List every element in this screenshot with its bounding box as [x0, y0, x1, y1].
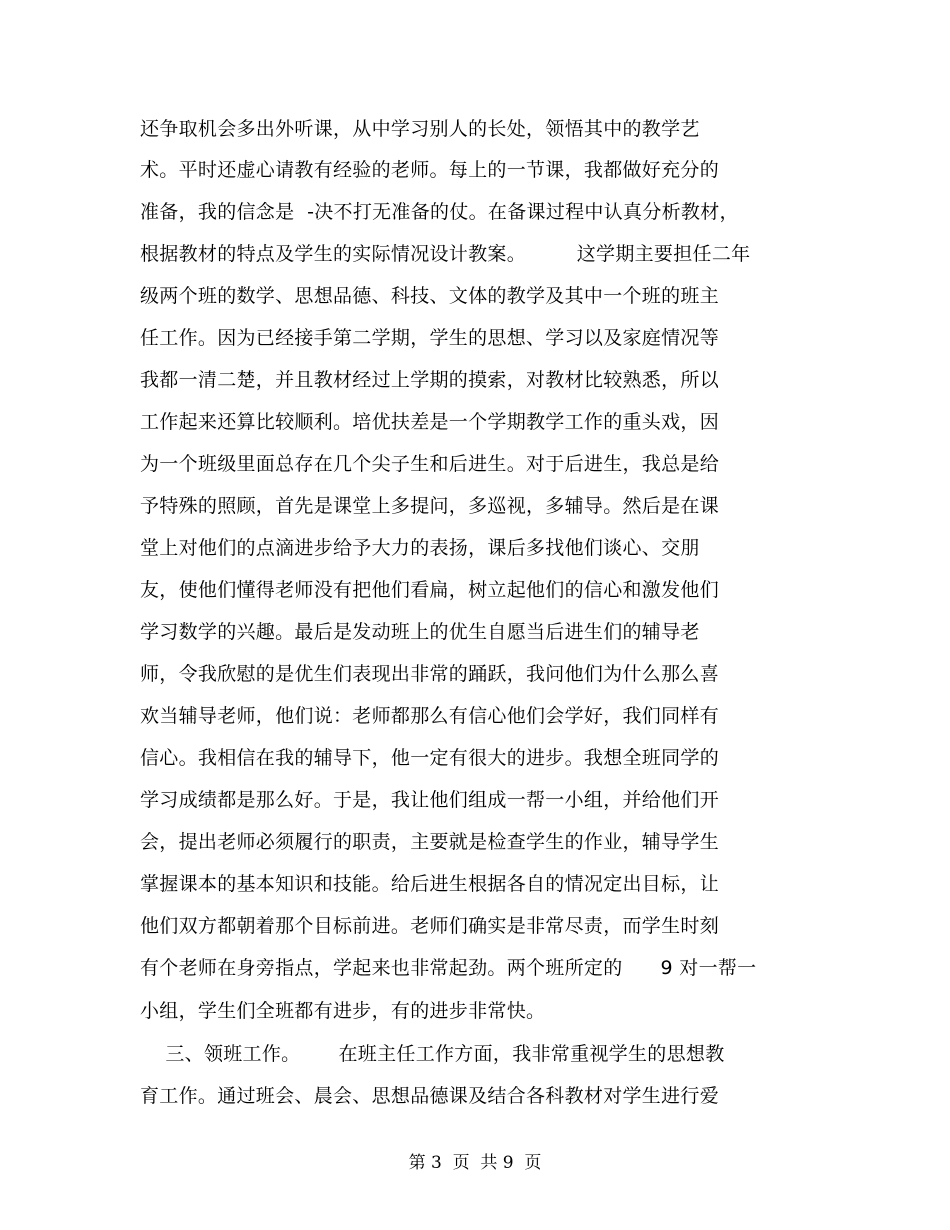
text-line: 根据教材的特点及学生的实际情况设计教案。 这学期主要担任二年: [140, 243, 751, 265]
text-line: 术。平时还虚心请教有经验的老师。每上的一节课，我都做好充分的: [140, 159, 720, 181]
text-line: 小组，学生们全班都有进步，有的进步非常快。: [140, 1000, 546, 1022]
text-line: 工作起来还算比较顺利。培优扶差是一个学期教学工作的重头戏，因: [140, 411, 720, 433]
text-line: 还争取机会多出外听课，从中学习别人的长处，领悟其中的教学艺: [140, 118, 700, 140]
text-line: 准备，我的信念是 -决不打无准备的仗。在备课过程中认真分析教材，: [140, 201, 739, 223]
text-line: 会，提出老师必须履行的职责，主要就是检查学生的作业，辅导学生: [140, 831, 720, 853]
text-line: 级两个班的数学、思想品德、科技、文体的教学及其中一个班的班主: [140, 285, 720, 307]
text-line: 信心。我相信在我的辅导下，他一定有很大的进步。我想全班同学的: [140, 747, 720, 769]
text-line: 学习数学的兴趣。最后是发动班上的优生自愿当后进生们的辅导老: [140, 621, 700, 643]
text-line: 三、领班工作。 在班主任工作方面，我非常重视学生的思想教: [140, 1043, 725, 1065]
text-line: 予特殊的照顾，首先是课堂上多提问，多巡视，多辅导。然后是在课: [140, 495, 720, 517]
text-line: 他们双方都朝着那个目标前进。老师们确实是非常尽责，而学生时刻: [140, 915, 720, 937]
text-line: 欢当辅导老师，他们说：老师都那么有信心他们会学好，我们同样有: [140, 705, 720, 727]
text-line: 掌握课本的基本知识和技能。给后进生根据各自的情况定出目标，让: [140, 873, 720, 895]
text-line: 为一个班级里面总存在几个尖子生和后进生。对于后进生，我总是给: [140, 453, 720, 475]
text-line: 育工作。通过班会、晨会、思想品德课及结合各科教材对学生进行爱: [140, 1085, 720, 1107]
text-line: 任工作。因为已经接手第二学期，学生的思想、学习以及家庭情况等: [140, 327, 720, 349]
text-line: 学习成绩都是那么好。于是，我让他们组成一帮一小组，并给他们开: [140, 789, 720, 811]
text-line: 堂上对他们的点滴进步给予大力的表扬，课后多找他们谈心、交朋: [140, 537, 700, 559]
text-line: 我都一清二楚，并且教材经过上学期的摸索，对教材比较熟悉，所以: [140, 369, 720, 391]
text-line: 友，使他们懂得老师没有把他们看扁，树立起他们的信心和激发他们: [140, 579, 720, 601]
text-line: 有个老师在身旁指点，学起来也非常起劲。两个班所定的 9 对一帮一: [140, 957, 757, 979]
page-number-footer: 第 3 页 共 9 页: [408, 1153, 542, 1173]
text-line: 师，令我欣慰的是优生们表现出非常的踊跃，我问他们为什么那么喜: [140, 663, 720, 685]
